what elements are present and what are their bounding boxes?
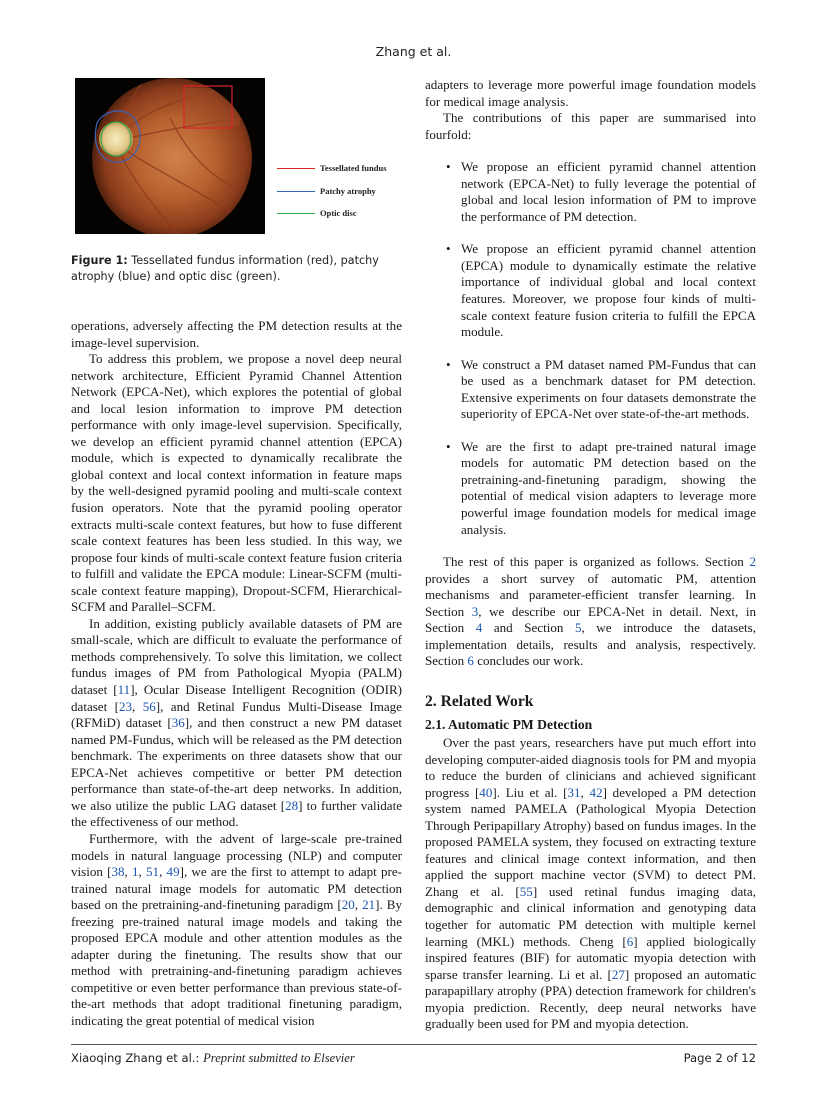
paragraph: The contributions of this paper are summarised into fourfold:	[425, 110, 756, 142]
citation-link[interactable]: 49	[166, 864, 180, 880]
text: ,	[132, 698, 143, 714]
text: ] to further validate the effectiveness of our method.	[71, 797, 402, 830]
text: Furthermore, with the advent of large-scale pre-trained models in natural language processing (NLP) and computer vision [	[71, 830, 402, 880]
list-item	[425, 241, 756, 340]
paragraph	[425, 554, 756, 670]
citation-link[interactable]: 20	[341, 897, 355, 913]
citation-link[interactable]: 21	[362, 897, 376, 913]
footer-rule	[71, 1044, 757, 1045]
fundus-photo	[75, 78, 265, 234]
list-item-text: We are the first to adapt pre-trained natural image models for automatic PM detection based on the pretraining-and-finetuning paradigm, showing the potential of medical vision adapters to leverage more powerful image foundation models for medical image analysis.	[461, 438, 756, 537]
legend-item-tessellated	[277, 161, 387, 175]
caption-label: Figure 1:	[71, 254, 128, 267]
section-heading: 2. Related Work	[425, 692, 534, 710]
text: Over the past years, researchers have put much effort into developing computer-aided diagnosis tools for PM and myopia to reduce the burden of clinicians and achieved significant progress [	[425, 734, 756, 800]
text: ] used retinal fundus imaging data, demographic and clinical information and genotyping data together for automatic PM detection with multiple kernel learning (MKL) methods. Cheng [	[425, 883, 756, 949]
citation-link[interactable]: 36	[171, 715, 185, 731]
list-item-text: We construct a PM dataset named PM-Fundus that can be used as a benchmark dataset for PM detection. Extensive experiments on four datasets demonstrate the superiority of EPCA-Net over state-of-the-art methods.	[461, 356, 756, 422]
figure-1	[71, 78, 402, 238]
fundus-photo-svg	[75, 78, 265, 234]
contributions-list	[425, 159, 756, 538]
legend-swatch-red	[277, 168, 315, 169]
text: concludes our work.	[473, 653, 584, 669]
text: ], we are the first to attempt to adapt pre-trained natural image models for automatic PM detection based on the pretraining-and-finetuning paradigm [	[71, 864, 402, 913]
figure-legend	[277, 78, 402, 234]
text: ,	[124, 864, 132, 880]
section-link[interactable]: 2	[749, 554, 756, 570]
citation-link[interactable]: 56	[142, 698, 156, 714]
section-link[interactable]: 6	[467, 653, 474, 669]
text: ,	[138, 864, 147, 880]
text: ]. By freezing pre-trained natural image models and taking the proposed EPCA module and other attention modules as the adapter during the finetuning. The results show that our method with pretraining-and-finetuning paradigm achieves competitive or even better performance than previous state-of-the-art methods that adopt traditional finetuning paradigm, indicating the great potential of medical vision	[71, 897, 403, 1028]
bullet-icon: •	[446, 356, 451, 372]
legend-swatch-blue	[277, 191, 315, 192]
text: ] applied biologically inspired features (BIF) for automatic myopia detection with sparse transfer learning. Li et al. [	[425, 933, 756, 982]
list-item	[425, 439, 756, 538]
legend-item-optic-disc	[277, 206, 357, 220]
text: ], Ocular Disease Intelligent Recognition (ODIR) dataset [	[71, 682, 402, 714]
section-link[interactable]: 5	[574, 620, 582, 636]
paragraph: operations, adversely affecting the PM detection results at the image-level supervision.	[71, 318, 402, 350]
paragraph	[71, 831, 402, 1030]
list-item	[425, 159, 756, 225]
bullet-icon: •	[446, 159, 451, 175]
bullet-icon: •	[446, 438, 451, 454]
citation-link[interactable]: 6	[626, 933, 634, 949]
paragraph: adapters to leverage more powerful image foundation models for medical image analysis.	[425, 77, 756, 109]
footer-author: Xiaoqing Zhang et al.	[71, 1051, 196, 1065]
citation-link[interactable]: 55	[519, 883, 533, 899]
caption-text: Tessellated fundus information (red), patchy atrophy (blue) and optic disc (green).	[71, 254, 379, 283]
subsection-heading: 2.1. Automatic PM Detection	[425, 716, 593, 732]
legend-label: Tessellated fundus	[320, 163, 387, 173]
figure-caption	[71, 253, 402, 285]
list-item-text: We propose an efficient pyramid channel attention network (EPCA-Net) to fully leverage the potential of global and local lesion information of PM to improve the performance of PM detection.	[461, 159, 756, 224]
text: ]. Liu et al. [	[492, 784, 568, 800]
text: , we describe our EPCA-Net in detail. Next, in Section	[425, 603, 756, 636]
paragraph	[71, 616, 402, 831]
text: and Section	[482, 620, 575, 636]
citation-link[interactable]: 31	[567, 784, 581, 800]
text: The rest of this paper is organized as follows. Section	[443, 554, 750, 570]
page-number: Page 2 of 12	[683, 1051, 756, 1065]
text: ] developed a PM detection system named PAMELA (Pathological Myopia Detection Through Peripapillary Atrophy) based on fundus images. In the proposed PAMELA system, they focused on extracting texture features and clinical image context information, and then applied the support machine vector (SVM) to detect PM. Zhang et al. [	[425, 784, 756, 899]
legend-label: Patchy atrophy	[320, 186, 376, 196]
footer-venue: Preprint submitted to Elsevier	[203, 1051, 355, 1065]
citation-link[interactable]: 38	[111, 864, 125, 880]
paragraph	[425, 735, 756, 1033]
section-link[interactable]: 4	[475, 620, 483, 636]
citation-link[interactable]: 11	[117, 682, 131, 698]
list-item	[425, 357, 756, 423]
bullet-icon: •	[446, 241, 451, 257]
section-link[interactable]: 3	[471, 603, 479, 619]
text: ], and then construct a new PM dataset named PM-Fundus, which will be released as the PM detection benchmark. The experiments on three datasets show that our EPCA-Net achieves competitive or better PM detection performance than state-of-the-art deep networks. In addition, we also utilize the public LAG dataset [	[71, 715, 403, 813]
list-item-text: We propose an efficient pyramid channel attention (EPCA) module to dynamically estimate the relative importance of individual global and local context features. Moreover, we propose four kinds of multi-scale context feature fusion criteria to fulfill the EPCA module.	[461, 241, 756, 340]
text: ] proposed an automatic parapapillary atrophy (PPA) detection framework for children's myopia prediction. Recently, deep neural networks have gradually been used for PM and myopia detection.	[425, 966, 756, 1032]
right-column	[425, 77, 756, 1033]
citation-link[interactable]: 1	[132, 864, 139, 880]
citation-link[interactable]: 27	[611, 966, 625, 982]
text: ], and Retinal Fundus Multi-Disease Image (RFMiD) dataset [	[71, 698, 402, 731]
citation-link[interactable]: 51	[146, 864, 160, 880]
footer-citation	[71, 1051, 355, 1066]
citation-link[interactable]: 42	[589, 784, 603, 800]
text: ,	[159, 864, 167, 880]
text: ,	[580, 784, 590, 800]
legend-label: Optic disc	[320, 208, 357, 218]
text: In addition, existing publicly available datasets of PM are small-scale, which are difficult to evaluate the performance of methods comprehensively. To solve this limitation, we collect fundus images of PM from Pathological Myopia (PALM) dataset [	[71, 615, 402, 698]
left-column	[71, 318, 402, 1030]
legend-item-patchy	[277, 184, 376, 198]
text: provides a short survey of automatic PM, attention mechanisms and parameter-efficient transfer learning. In Section	[425, 570, 756, 619]
paragraph: To address this problem, we propose a novel deep neural network architecture, Efficient Pyramid Channel Attention Network (EPCA-Net), which explores the potential of global and local lesion information to improve PM detection performance with only image-level supervision. Specifically, we develop an efficient pyramid channel attention (EPCA) module, which is expected to dynamically recalibrate the global context and local context information in feature maps by the well-designed pyramid pooling and multi-scale context fusion operators. Note that the pyramid pooling operator extracts multi-scale context features, but how to fuse different scale context features has been less studied. In this way, we propose four kinds of multi-scale context feature fusion criteria to fulfill and validate the EPCA module: Linear-SCFM (multi-scale context feature mapping), Dropout-SCFM, Hierarchical-SCFM and Parallel–SCFM.	[71, 351, 402, 615]
citation-link[interactable]: 23	[119, 698, 133, 714]
legend-swatch-green	[277, 213, 315, 214]
text: , we introduce the datasets, implementation details, results and analysis, respectively. Section	[425, 620, 756, 669]
citation-link[interactable]: 28	[285, 797, 299, 813]
footer-separator: :	[195, 1051, 204, 1065]
running-header: Zhang et al.	[375, 44, 452, 59]
citation-link[interactable]: 40	[479, 784, 493, 800]
text: ,	[354, 897, 363, 913]
